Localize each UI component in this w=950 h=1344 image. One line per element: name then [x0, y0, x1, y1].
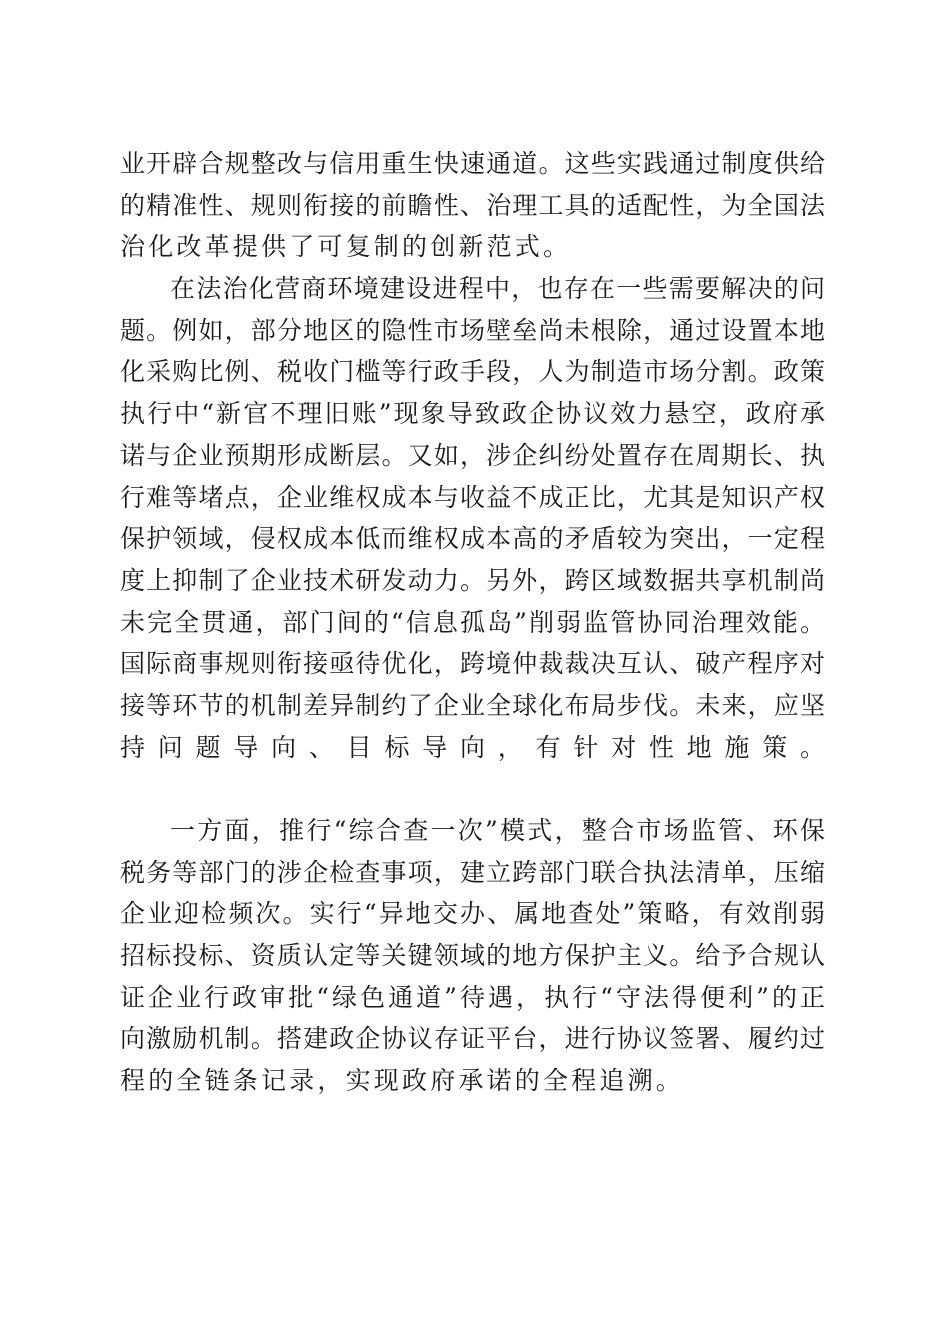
text-line: 的精准性、规则衔接的前瞻性、治理工具的适配性，为全国法: [120, 190, 825, 220]
text-line: 税务等部门的涉企检查事项，建立跨部门联合执法清单，压缩: [120, 857, 825, 887]
body-text: [120, 143, 825, 1102]
text-line: 行难等堵点，企业维权成本与收益不成正比，尤其是知识产权: [120, 482, 825, 512]
text-line: 度上抑制了企业技术研发动力。另外，跨区域数据共享机制尚: [120, 565, 825, 595]
text-line: 治化改革提供了可复制的创新范式。: [120, 232, 572, 262]
text-line: 化采购比例、税收门槛等行政手段，人为制造市场分割。政策: [120, 357, 825, 387]
text-line: 诺与企业预期形成断层。又如，涉企纠纷处置存在周期长、执: [120, 440, 825, 470]
text-line: 证企业行政审批“绿色通道”待遇，执行“守法得便利”的正: [120, 982, 825, 1012]
paragraph-2: [120, 268, 825, 810]
text-line: 题。例如，部分地区的隐性市场壁垒尚未根除，通过设置本地: [120, 315, 825, 345]
text-line: 向激励机制。搭建政企协议存证平台，进行协议签署、履约过: [120, 1024, 825, 1054]
text-line: 企业迎检频次。实行“异地交办、属地查处”策略，有效削弱: [120, 899, 825, 929]
text-line: 在法治化营商环境建设进程中，也存在一些需要解决的问: [170, 274, 825, 304]
text-line: 国际商事规则衔接亟待优化，跨境仲裁裁决互认、破产程序对: [120, 649, 825, 679]
text-line: 执行中“新官不理旧账”现象导致政企协议效力悬空，政府承: [120, 399, 825, 429]
text-line: 保护领域，侵权成本低而维权成本高的矛盾较为突出，一定程: [120, 524, 825, 554]
text-line: 未完全贯通，部门间的“信息孤岛”削弱监管协同治理效能。: [120, 607, 825, 637]
paragraph-3: [120, 810, 825, 1102]
paragraph-1: [120, 143, 825, 268]
text-line: 招标投标、资质认定等关键领域的地方保护主义。给予合规认: [120, 941, 825, 971]
text-line: [120, 768, 825, 810]
text-line: 程的全链条记录，实现政府承诺的全程追溯。: [120, 1066, 685, 1096]
text-line: 持问题导向、目标导向，有针对性地施策。: [120, 732, 825, 762]
text-line: 业开辟合规整改与信用重生快速通道。这些实践通过制度供给: [120, 149, 825, 178]
text-line: 一方面，推行“综合查一次”模式，整合市场监管、环保: [170, 816, 825, 845]
text-line: 接等环节的机制差异制约了企业全球化布局步伐。未来，应坚: [120, 690, 825, 720]
